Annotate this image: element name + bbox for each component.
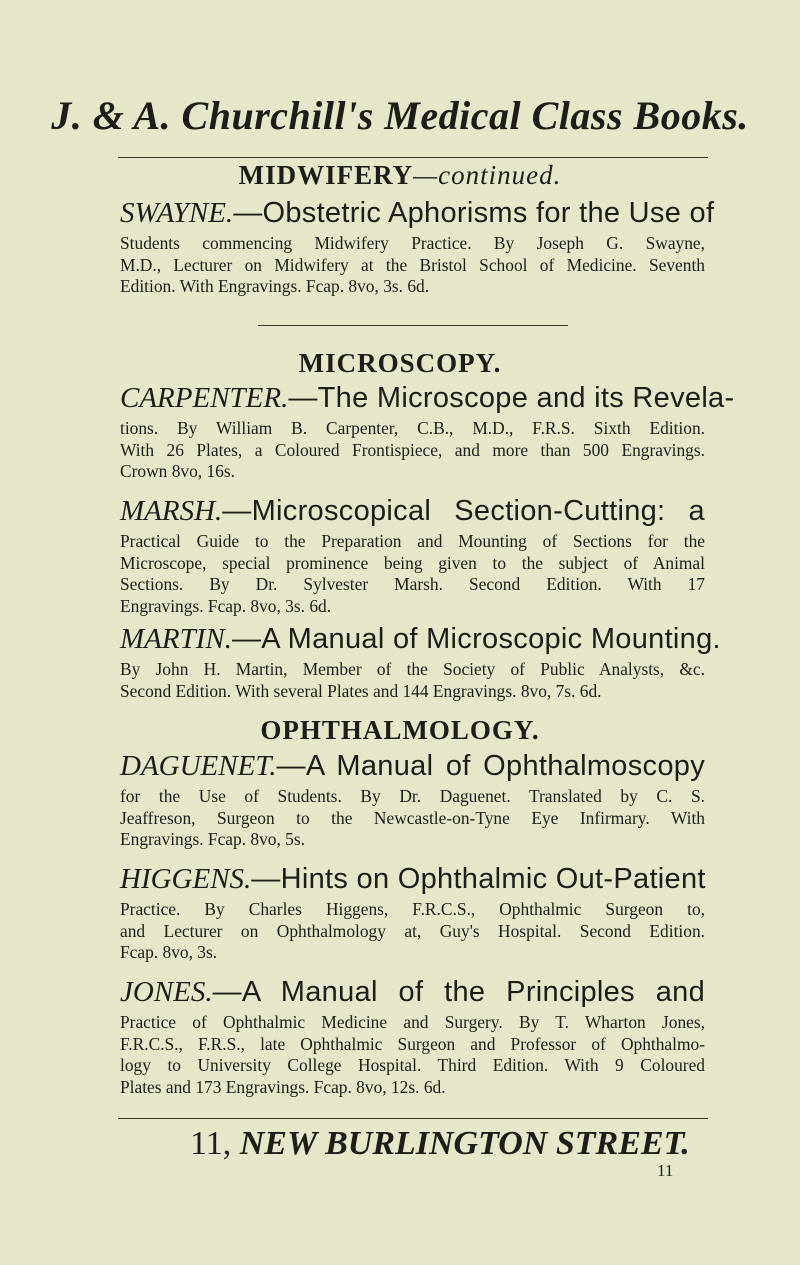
entry-author: MARTIN.: [120, 623, 232, 655]
entry-heading: —A Manual of Ophthalmoscopy: [276, 750, 705, 782]
entry-daguenet: [120, 749, 705, 851]
description-line: Students commencing Midwifery Practice. By Joseph G. Swayne,: [120, 233, 705, 253]
entry-title: [120, 196, 715, 231]
description-line: Fcap. 8vo, 3s.: [120, 942, 218, 963]
description-line: for the Use of Students. By Dr. Daguenet. Translated by C. S.: [120, 786, 705, 806]
entry-author: HIGGENS.: [120, 863, 252, 895]
description-line: Edition. With Engravings. Fcap. 8vo, 3s. 6d.: [120, 276, 430, 297]
entry-heading: —Obstetric Aphorisms for the Use of: [233, 197, 715, 229]
description-line: Practice. By Charles Higgens, F.R.C.S., Ophthalmic Surgeon to,: [120, 899, 705, 919]
publisher-address: [190, 1125, 690, 1163]
section-heading-ophthalmology: OPHTHALMOLOGY.: [260, 715, 540, 745]
entry-title: [120, 622, 721, 657]
entry-author: MARSH.: [120, 495, 223, 527]
entry-heading: —The Microscope and its Revela-: [288, 382, 735, 414]
entry-carpenter: [120, 381, 735, 483]
description-line: tions. By William B. Carpenter, C.B., M.D., F.R.S. Sixth Edition.: [120, 418, 705, 438]
entry-author: DAGUENET.: [120, 750, 277, 782]
entry-description: [120, 1012, 705, 1098]
entry-author: CARPENTER.: [120, 382, 289, 414]
address-number: 11,: [190, 1125, 232, 1162]
section-continued-label: —continued.: [413, 160, 562, 190]
description-line: With 26 Plates, a Coloured Frontispiece, and more than 500 Engravings.: [120, 439, 705, 460]
entry-heading: —Microscopical Section-Cutting: a: [222, 495, 705, 527]
entry-author: JONES.: [120, 976, 213, 1008]
entry-description: [120, 659, 705, 702]
description-line: Engravings. Fcap. 8vo, 5s.: [120, 829, 305, 850]
description-line: Engravings. Fcap. 8vo, 3s. 6d.: [120, 595, 332, 616]
description-line: Practice of Ophthalmic Medicine and Surgery. By T. Wharton Jones,: [120, 1012, 705, 1032]
footer-rule: [118, 1118, 708, 1119]
section-heading-midwifery: [0, 160, 800, 191]
description-line: By John H. Martin, Member of the Society of Public Analysts, &c.: [120, 659, 705, 679]
entry-description: [120, 899, 705, 964]
description-line: Microscope, special prominence being given to the subject of Animal: [120, 552, 705, 573]
entry-marsh: [120, 494, 705, 617]
description-line: Sections. By Dr. Sylvester Marsh. Second Edition. With 17: [120, 574, 705, 595]
section-heading-microscopy: MICROSCOPY.: [298, 348, 502, 378]
entry-martin: [120, 622, 721, 702]
header-rule: [118, 157, 708, 158]
entry-title: [120, 494, 705, 529]
description-line: Plates and 173 Engravings. Fcap. 8vo, 12s. 6d.: [120, 1076, 446, 1097]
address-street: NEW BURLINGTON STREET.: [239, 1125, 690, 1162]
section-divider: [258, 325, 568, 326]
description-line: logy to University College Hospital. Third Edition. With 9 Coloured: [120, 1055, 705, 1076]
entry-jones: [120, 975, 705, 1098]
entry-description: [120, 233, 705, 298]
entry-description: [120, 786, 705, 851]
description-line: Crown 8vo, 16s.: [120, 461, 235, 482]
description-line: and Lecturer on Ophthalmology at, Guy's Hospital. Second Edition.: [120, 920, 705, 941]
entry-title: [120, 749, 705, 784]
entry-author: SWAYNE.: [120, 197, 234, 229]
entry-heading: —A Manual of Microscopic Mounting.: [231, 623, 721, 655]
description-line: Jeaffreson, Surgeon to the Newcastle-on-Tyne Eye Infirmary. With: [120, 807, 705, 828]
section-title: MIDWIFERY: [238, 160, 414, 190]
entry-higgens: [120, 862, 705, 964]
description-line: M.D., Lecturer on Midwifery at the Bristol School of Medicine. Seventh: [120, 254, 705, 275]
entry-heading: —Hints on Ophthalmic Out-Patient: [251, 863, 706, 895]
entry-description: [120, 531, 705, 617]
entry-title: [120, 381, 735, 416]
entry-swayne: [120, 196, 715, 298]
description-line: Second Edition. With several Plates and 144 Engravings. 8vo, 7s. 6d.: [120, 680, 602, 701]
entry-title: [120, 862, 705, 897]
description-line: F.R.C.S., F.R.S., late Ophthalmic Surgeon and Professor of Ophthalmo-: [120, 1033, 705, 1054]
entry-heading: —A Manual of the Principles and: [212, 976, 705, 1008]
description-line: Practical Guide to the Preparation and Mounting of Sections for the: [120, 531, 705, 551]
running-head: J. & A. Churchill's Medical Class Books.: [51, 93, 749, 138]
entry-description: [120, 418, 705, 483]
entry-title: [120, 975, 705, 1010]
page-number: 11: [657, 1161, 674, 1180]
